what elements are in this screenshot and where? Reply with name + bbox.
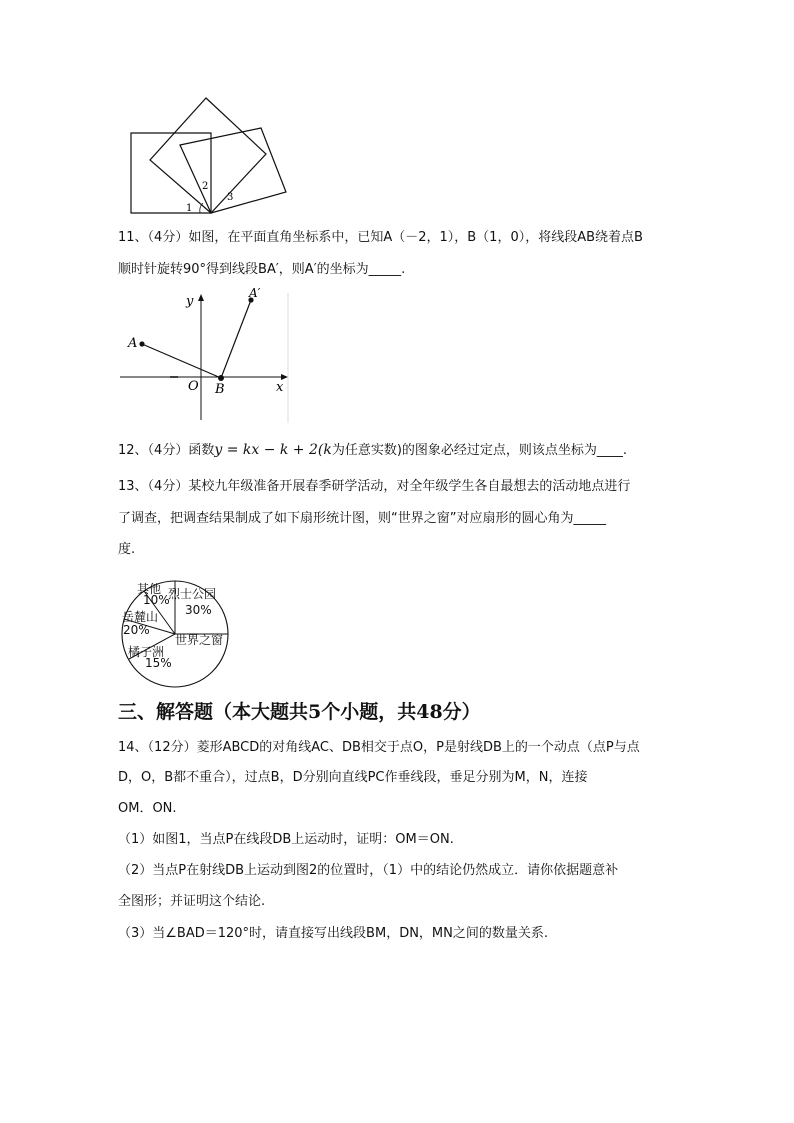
q11-text-line1: 11、（4分）如图，在平面直角坐标系中，已知A（－2，1），B（1，0），将线段AB绕着点B bbox=[118, 230, 643, 245]
angle-label-2: 2 bbox=[202, 181, 209, 192]
pie-label-yuelu: 岳麓山 bbox=[122, 610, 159, 624]
segment-AB bbox=[142, 344, 221, 378]
q14-part2-line2: 全图形；并证明这个结论. bbox=[118, 894, 266, 909]
q13-text-line3: 度. bbox=[118, 542, 136, 557]
rotated-squares-figure bbox=[120, 90, 300, 220]
q12-formula: y = kx − k + 2(k bbox=[214, 442, 332, 458]
label-A-prime: A′ bbox=[249, 286, 261, 300]
label-y: y bbox=[186, 294, 194, 309]
pie-chart bbox=[118, 572, 238, 692]
q11-text-line2: 顺时针旋转90°得到线段BA′，则A′的坐标为_____. bbox=[118, 262, 406, 277]
q13-text-line2: 了调查，把调查结果制成了如下扇形统计图，则“世界之窗”对应扇形的圆心角为_____ bbox=[118, 511, 606, 526]
square-rotated-large bbox=[150, 98, 266, 213]
q14-part2-line1: （2）当点P在射线DB上运动到图2的位置时，（1）中的结论仍然成立．请你依据题意补 bbox=[118, 863, 619, 878]
pie-label-juzi: 橘子洲 bbox=[128, 645, 165, 659]
angle-label-3: 3 bbox=[227, 192, 234, 203]
q13-text-line1: 13、（4分）某校九年级准备开展春季研学活动，对全年级学生各自最想去的活动地点进行 bbox=[118, 479, 631, 494]
label-B: B bbox=[215, 382, 225, 397]
pie-percent-qita: 10% bbox=[143, 593, 170, 607]
angle-label-1: 1 bbox=[186, 203, 193, 214]
q14-part1: （1）如图1，当点P在线段DB上运动时，证明：OM＝ON. bbox=[118, 832, 454, 847]
pie-percent-lieshi: 30% bbox=[185, 603, 212, 617]
square-upright bbox=[131, 133, 211, 213]
q12-suffix: 为任意实数)的图象必经过定点，则该点坐标为____. bbox=[331, 443, 628, 458]
pie-label-qita: 其他 bbox=[137, 582, 162, 596]
label-O: O bbox=[188, 379, 199, 394]
point-B bbox=[218, 375, 224, 381]
point-A bbox=[139, 341, 144, 346]
label-x: x bbox=[276, 380, 284, 395]
pie-label-lieshi: 烈士公园 bbox=[168, 587, 217, 601]
q14-line1: 14、（12分）菱形ABCD的对角线AC、DB相交于点O，P是射线DB上的一个动点（点P与点 bbox=[118, 740, 640, 755]
section-heading: 三、解答题（本大题共5个小题，共48分） bbox=[118, 701, 481, 723]
y-axis-arrow bbox=[198, 294, 204, 301]
segment-BA-prime bbox=[221, 300, 251, 378]
q12-prefix: 12、（4分）函数 bbox=[118, 443, 215, 458]
pie-percent-yuelu: 20% bbox=[123, 623, 150, 637]
pie-percent-juzi: 15% bbox=[145, 656, 172, 670]
q12-text bbox=[118, 441, 627, 460]
angle-arc bbox=[200, 203, 203, 213]
q14-line2: D，O，B都不重合），过点B，D分别向直线PC作垂线段，垂足分别为M，N，连接 bbox=[118, 770, 588, 785]
pie-label-shijie: 世界之窗 bbox=[175, 633, 224, 647]
coordinate-figure bbox=[118, 285, 293, 425]
label-A: A bbox=[128, 336, 138, 351]
q14-part3: （3）当∠BAD＝120°时，请直接写出线段BM，DN，MN之间的数量关系. bbox=[118, 926, 549, 941]
q14-line3: OM．ON. bbox=[118, 801, 177, 816]
